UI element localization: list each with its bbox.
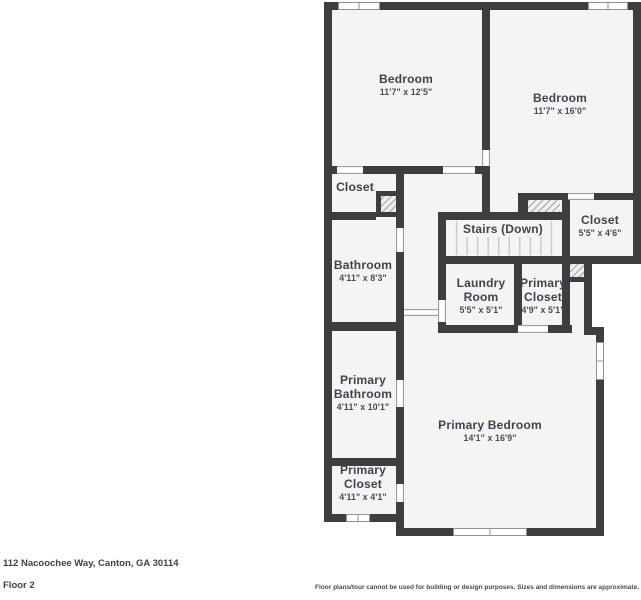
room-name-text: Closet bbox=[344, 477, 382, 492]
room-dimensions-text: 5'5" x 4'6" bbox=[578, 228, 622, 239]
room-label-primary-bathroom bbox=[334, 373, 392, 413]
floor-label: Floor 2 bbox=[3, 580, 35, 591]
address-text: 112 Nacoochee Way, Canton, GA 30114 bbox=[3, 558, 179, 569]
room-label-closet-bedroom-2 bbox=[579, 213, 622, 239]
room-dimensions-text: 11'7" x 12'5" bbox=[379, 87, 433, 98]
room-label-primary-closet-2 bbox=[339, 463, 386, 503]
room-name-text: Laundry bbox=[456, 276, 506, 291]
room-dimensions-text: 14'1" x 16'9" bbox=[463, 433, 517, 444]
room-label-closet-bedroom-1 bbox=[336, 180, 374, 194]
room-label-primary-bedroom bbox=[438, 418, 542, 444]
room-name-text: Bedroom bbox=[532, 91, 588, 106]
room-dimensions-text: 4'11" x 10'1" bbox=[336, 402, 390, 413]
room-name-text: Primary Bedroom bbox=[438, 418, 542, 433]
room-label-laundry-room bbox=[457, 276, 506, 316]
room-dimensions-text: 4'9" x 5'1" bbox=[521, 305, 565, 316]
room-name-text: Closet bbox=[336, 179, 374, 194]
room-dimensions-text: 5'5" x 5'1" bbox=[459, 305, 503, 316]
room-label-stairs bbox=[458, 221, 548, 237]
room-label-bedroom-2 bbox=[533, 91, 587, 117]
room-name-text: Closet bbox=[524, 290, 562, 305]
room-name-text: Primary bbox=[519, 276, 567, 291]
room-name-text: Primary bbox=[339, 463, 387, 478]
room-name-text: Bathroom bbox=[333, 387, 393, 402]
room-name-text: Bathroom bbox=[333, 258, 393, 273]
room-label-bathroom bbox=[334, 258, 392, 284]
room-dimensions-text: 4'11" x 4'1" bbox=[339, 492, 387, 503]
room-dimensions-text: 11'7" x 16'0" bbox=[533, 106, 587, 117]
disclaimer-text: Floor plans/tour cannot be used for building or design purposes. Sizes and dimensions are approximate. bbox=[315, 584, 639, 591]
room-label-primary-closet bbox=[520, 276, 566, 316]
room-name-text: Stairs (Down) bbox=[463, 221, 543, 236]
room-name-text: Room bbox=[463, 290, 499, 305]
room-name-text: Primary bbox=[339, 373, 387, 388]
room-label-bedroom-1 bbox=[379, 72, 433, 98]
room-name-text: Bedroom bbox=[378, 72, 434, 87]
room-dimensions-text: 4'11" x 8'3" bbox=[339, 273, 387, 284]
room-name-text: Closet bbox=[581, 213, 619, 228]
